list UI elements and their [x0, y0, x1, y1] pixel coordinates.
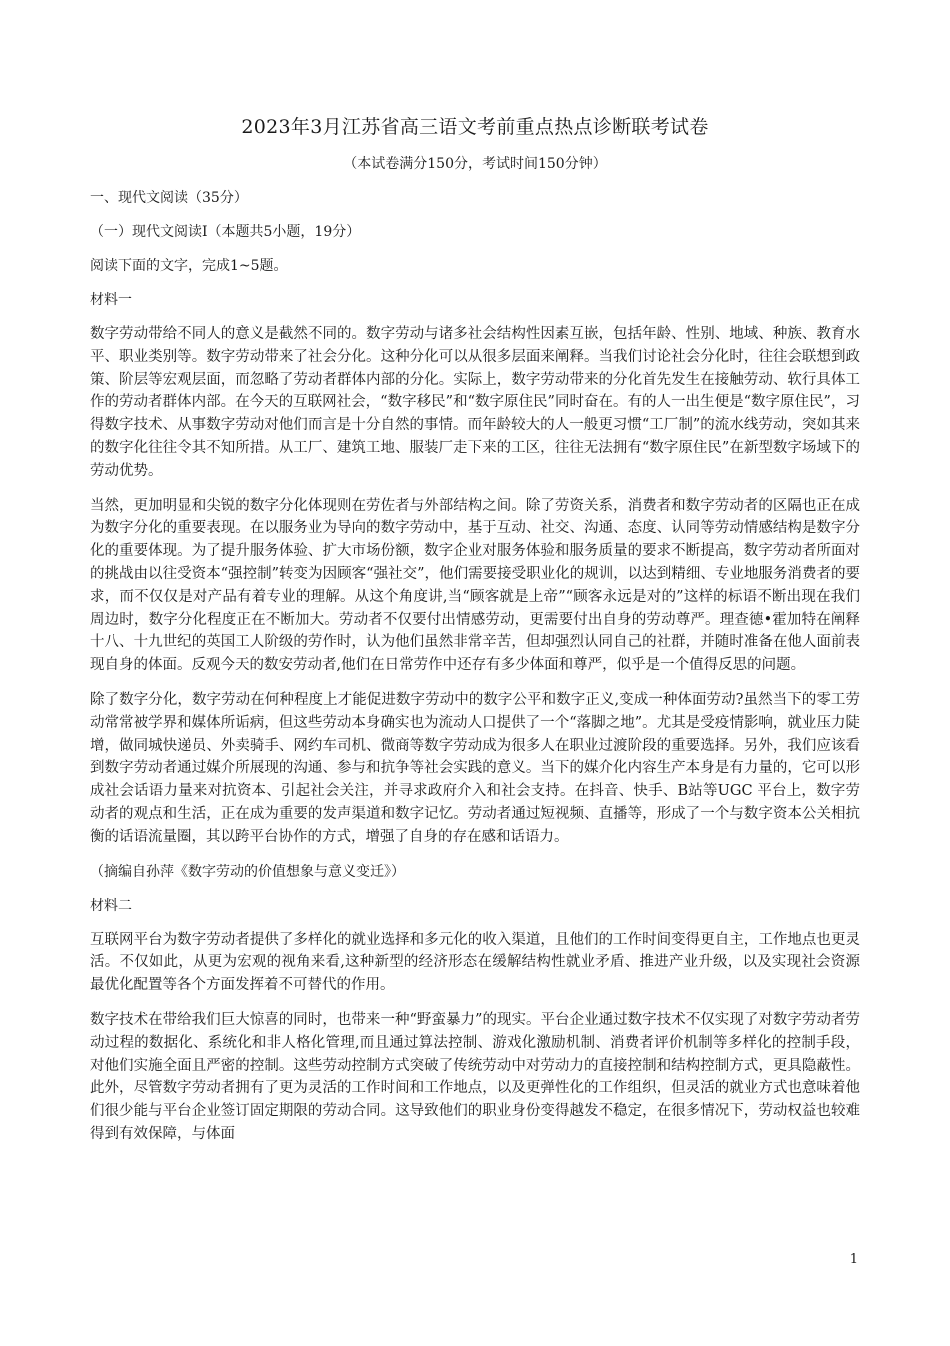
paragraph: 数字劳动带给不同人的意义是截然不同的。数字劳动与诸多社会结构性因素互嵌，包括年龄、性别、地域、种族、教育水平、职业类别等。数字劳动带来了社会分化。这种分化可以从很多层面来阐释。当我们讨论社会分化时，往往会联想到政策、阶层等宏观层面，而忽略了劳动者群体内部的分化。实际上，数字劳动带来的分化首先发生在接触劳动、软行具体工作的劳动者群体内部。在今天的互联网社会，“数字移民”和“数字原住民”同时奋在。有的人一出生便是“数字原住民”，习得数字技术、从事数字劳动对他们而言是十分自然的事情。而年龄较大的人一般更习惯“工厂制”的流水线劳动，突如其来的数字化往往令其不知所措。从工厂、建筑工地、服装厂走下来的工区，往往无法拥有“数字原住民”在新型数字场域下的劳动优势。	[90, 326, 860, 479]
paragraph: 互联网平台为数字劳动者提供了多样化的就业选择和多元化的收入渠道，且他们的工作时间变得更自主，工作地点也更灵活。不仅如此，从更为宏观的视角来看,这种新型的经济形态在缓解结构性就业矛盾、推进产业升级，以及实现社会资源最优化配置等各个方面发挥着不可替代的作用。	[90, 931, 860, 994]
page-title: 2023年3月江苏省高三语文考前重点热点诊断联考试卷	[241, 116, 709, 138]
material-two-label: 材料二	[90, 897, 132, 914]
paragraph: 当然，更加明显和尖锐的数字分化体现则在劳佐者与外部结构之间。除了劳资关系，消费者和数字劳动者的区隔也正在成为数字分化的重要表现。在以服务业为导向的数字劳动中，基于互动、社交、沟通、态度、认同等劳动情感结构是数字分化的重要体现。为了提升服务体验、扩大市场份额，数字企业对服务体验和服务质量的要求不断提高，数字劳动者所面对的挑战由以往受资本“强控制”转变为因顾客“强社交”，他们需要接受职业化的规训，以达到精细、专业地服务消费者的要求，而不仅仅是对产品有着专业的理解。从这个角度讲,当“顾客就是上帝”“顾客永远是对的”这样的标语不断出现在我们周边时，数字分化程度正在不断加大。劳动者不仅要付出情感劳动，更需要付出自身的劳动尊严。理查德•霍加特在阐释十八、十九世纪的英国工人阶级的劳作时，认为他们虽然非常辛苦，但却强烈认同自己的社群，并随时准备在他人面前表现自身的体面。反观今天的数安劳动者,他们在日常劳作中还存有多少体面和尊严，似乎是一个值得反思的问题。	[90, 497, 860, 674]
source-citation: （摘编自孙萍《数字劳动的价值想象与意义变迁》）	[90, 863, 405, 880]
subsection-heading: （一）现代文阅读I（本题共5小题，19分）	[90, 224, 361, 240]
exam-info: （本试卷满分150分，考试时间150分钟）	[343, 156, 607, 172]
paragraph: 数字技术在带给我们巨大惊喜的同时，也带来一种“野蛮暴力”的现实。平台企业通过数字技术不仅实现了对数字劳动者劳动过程的数据化、系统化和非人格化管理,而且通过算法控制、游戏化激励机制、消费者评价机制等多样化的控制手段，对他们实施全面且严密的控制。这些劳动控制方式突破了传统劳动中对劳动力的直接控制和结构控制方式，更具隐蔽性。此外，尽管数字劳动者拥有了更为灵活的工作时间和工作地点，以及更弹性化的工作组织，但灵活的就业方式也意味着他们很少能与平台企业签订固定期限的劳动合同。这导致他们的职业身份变得越发不稳定，在很多情况下，劳动权益也较难得到有效保障，与体面	[90, 1011, 860, 1142]
reading-instruction: 阅读下面的文字，完成1~5题。	[90, 258, 288, 274]
exam-page	[90, 112, 860, 1158]
page-number: 1	[849, 1252, 858, 1267]
material-one-label: 材料一	[90, 292, 132, 308]
section-heading: 一、现代文阅读（35分）	[90, 190, 248, 206]
paragraph: 除了数字分化，数字劳动在何种程度上才能促进数字劳动中的数字公平和数字正义,变成一种体面劳动?虽然当下的零工劳动常常被学界和媒体所诟病，但这些劳动本身确实也为流动人口提供了一个“落脚之地”。尤其是受疫情影响，就业压力陡增，做同城快递员、外卖骑手、网约车司机、微商等数字劳动成为很多人在职业过渡阶段的重要选择。另外，我们应该看到数字劳动者通过媒介所展现的沟通、参与和抗争等社会实践的意义。当下的媒介化内容生产本身是有力量的，它可以形成社会话语力量来对抗资本、引起社会关注，并寻求政府介入和社会支持。在抖音、快手、B站等UGC 平台上，数字劳动者的观点和生活，正在成为重要的发声渠道和数字记忆。劳动者通过短视频、直播等，形成了一个与数字资本公关相抗衡的话语流量圈，其以跨平台协作的方式，增强了自身的存在感和话语力。	[90, 691, 860, 845]
